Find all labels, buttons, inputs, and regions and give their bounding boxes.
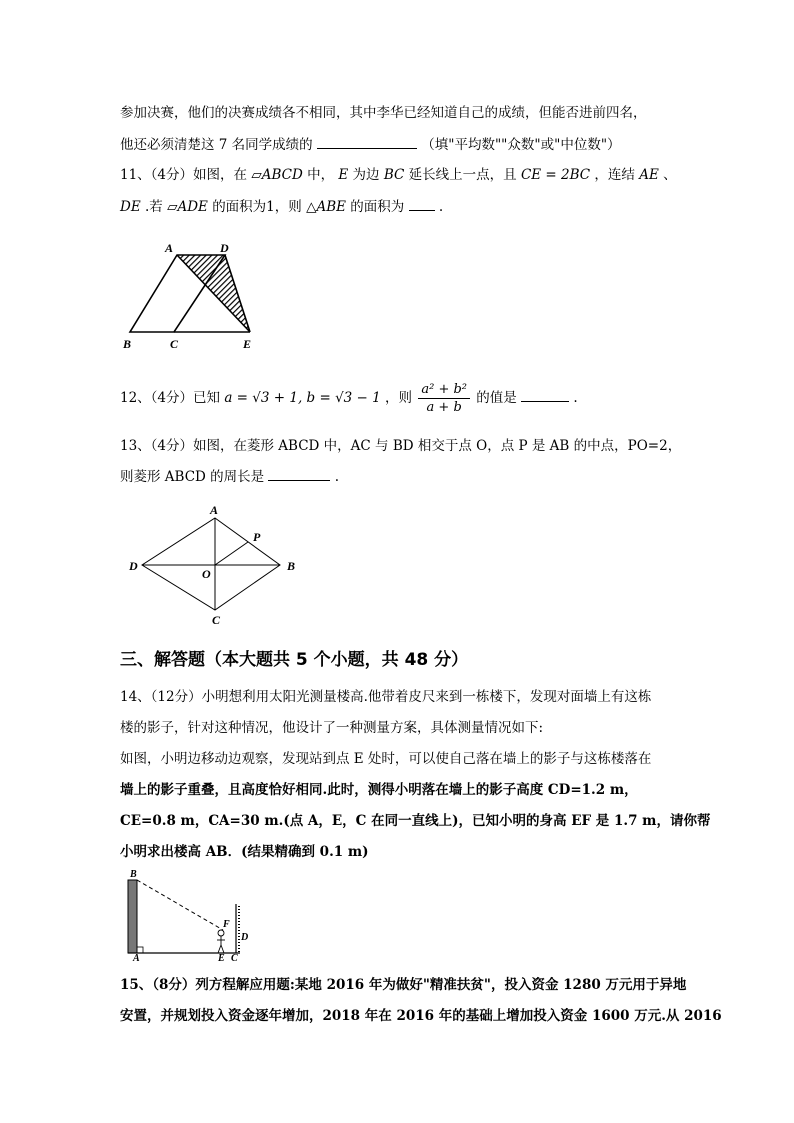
- text: 、: [663, 167, 677, 183]
- text: 则菱形 ABCD 的周长是: [120, 469, 265, 485]
- building-ab: [128, 880, 137, 953]
- fraction-numerator: a² + b²: [418, 381, 470, 399]
- question-13: [120, 436, 681, 456]
- text: .: [573, 390, 578, 406]
- text: 的面积为: [350, 199, 405, 215]
- figure-rhombus: [120, 500, 310, 630]
- segment-po: [215, 542, 248, 565]
- text: ，连结: [594, 167, 640, 183]
- question-15: [120, 975, 686, 995]
- text: 参加决赛，他们的决赛成绩各不相同，其中李华已经知道自己的成绩，但能否进前四名，: [120, 105, 647, 121]
- label-a: A: [165, 241, 174, 255]
- text: 墙上的影子重叠，且高度恰好相同.此时，测得小明落在墙上的影子高度 CD=1.2 m，: [120, 782, 638, 798]
- text: .: [438, 199, 444, 215]
- math-expression: a = √3 + 1, b = √3 − 1: [224, 390, 381, 406]
- question-14: [120, 687, 651, 707]
- text: 15、（8分）列方程解应用题:某地 2016 年为做好"精准扶贫"，投入资金 1280 万元用于异地: [120, 977, 687, 993]
- math-symbol: ▱ADE: [167, 199, 208, 215]
- label-b: B: [287, 559, 296, 573]
- text: ，则: [385, 390, 413, 406]
- text: 13、（4分）如图，在菱形 ABCD 中，AC 与 BD 相交于点 O，点 P 是 AB 的中点，PO=2，: [120, 438, 682, 454]
- math-symbol: AE: [639, 167, 659, 183]
- text: 延长线上一点，且: [408, 167, 521, 183]
- label-c: C: [212, 613, 221, 627]
- question-11: [120, 165, 677, 185]
- label-b: B: [130, 869, 137, 880]
- sun-ray-bf: [137, 880, 223, 930]
- section-heading: 三、解答题（本大题共 5 个小题，共 48 分）: [120, 650, 469, 670]
- label-b: B: [123, 337, 132, 351]
- question-14-l5: [120, 811, 710, 831]
- label-a: A: [210, 503, 219, 517]
- label-a: A: [133, 953, 140, 961]
- label-d: D: [220, 241, 229, 255]
- label-f: F: [223, 919, 230, 930]
- text: 安置，并规划投入资金逐年增加，2018 年在 2016 年的基础上增加投入资金 1600 万元.从 2016: [120, 1008, 722, 1024]
- question-prefix: 12、（4分）已知: [120, 390, 221, 406]
- answer-blank[interactable]: [268, 466, 330, 481]
- fraction: [418, 381, 470, 416]
- label-c: C: [231, 953, 238, 961]
- fraction-denominator: a + b: [426, 400, 462, 415]
- text: .若: [144, 199, 163, 215]
- text: 如图，小明边移动边观察，发现站到点 E 处时，可以使自己落在墙上的影子与这栋楼落在: [120, 751, 652, 767]
- answer-blank[interactable]: [409, 196, 435, 211]
- person-head: [218, 930, 224, 936]
- question-15-l2: [120, 1006, 722, 1026]
- person-leg: [221, 945, 224, 953]
- label-e: E: [243, 337, 252, 351]
- text-line: [120, 103, 647, 123]
- text: .: [334, 469, 340, 485]
- text: （填"平均数""众数"或"中位数"）: [421, 137, 621, 153]
- question-prefix: 11、（4分）如图，在: [120, 167, 248, 183]
- question-14-l4: [120, 780, 638, 800]
- math-symbol: DE: [120, 199, 141, 215]
- math-symbol: △ABE: [306, 199, 346, 215]
- math-symbol: BC: [383, 167, 405, 183]
- figure-building-shadow: [115, 866, 260, 961]
- math-symbol: E: [338, 167, 349, 183]
- label-c: C: [170, 337, 179, 351]
- text: 的面积为1，则: [212, 199, 302, 215]
- math-expression: CE = 2BC: [520, 167, 591, 183]
- label-p: P: [253, 530, 261, 544]
- label-d: D: [129, 559, 138, 573]
- label-o: O: [202, 567, 211, 581]
- text: 14、（12分）小明想利用太阳光测量楼高.他带着皮尺来到一栋楼下，发现对面墙上有这栋: [120, 689, 652, 705]
- label-d: D: [241, 932, 249, 943]
- question-14-l3: [120, 749, 651, 769]
- question-13-cont: [120, 466, 339, 487]
- question-14-l2: [120, 718, 543, 738]
- person-leg: [218, 945, 221, 953]
- question-14-l6: [120, 842, 369, 862]
- text: 中，: [307, 167, 335, 183]
- text: 他还必须清楚这 7 名同学成绩的: [120, 137, 313, 153]
- text: 小明求出楼高 AB．(结果精确到 0.1 m): [120, 844, 369, 860]
- text: 的值是: [476, 390, 517, 406]
- answer-blank[interactable]: [521, 387, 569, 402]
- label-e: E: [218, 953, 225, 961]
- text-line: [120, 134, 621, 155]
- math-symbol: ▱ABCD: [251, 167, 303, 183]
- text: CE=0.8 m，CA=30 m.(点 A，E，C 在同一直线上)，已知小明的身高 EF 是 1.7 m，请你帮: [120, 813, 711, 829]
- figure-parallelogram: [115, 238, 270, 353]
- question-12: [120, 378, 578, 418]
- text: 楼的影子，针对这种情况，他设计了一种测量方案，具体测量情况如下:: [120, 720, 544, 736]
- question-11-cont: [120, 196, 443, 217]
- answer-blank[interactable]: [317, 134, 417, 149]
- text: 为边: [352, 167, 384, 183]
